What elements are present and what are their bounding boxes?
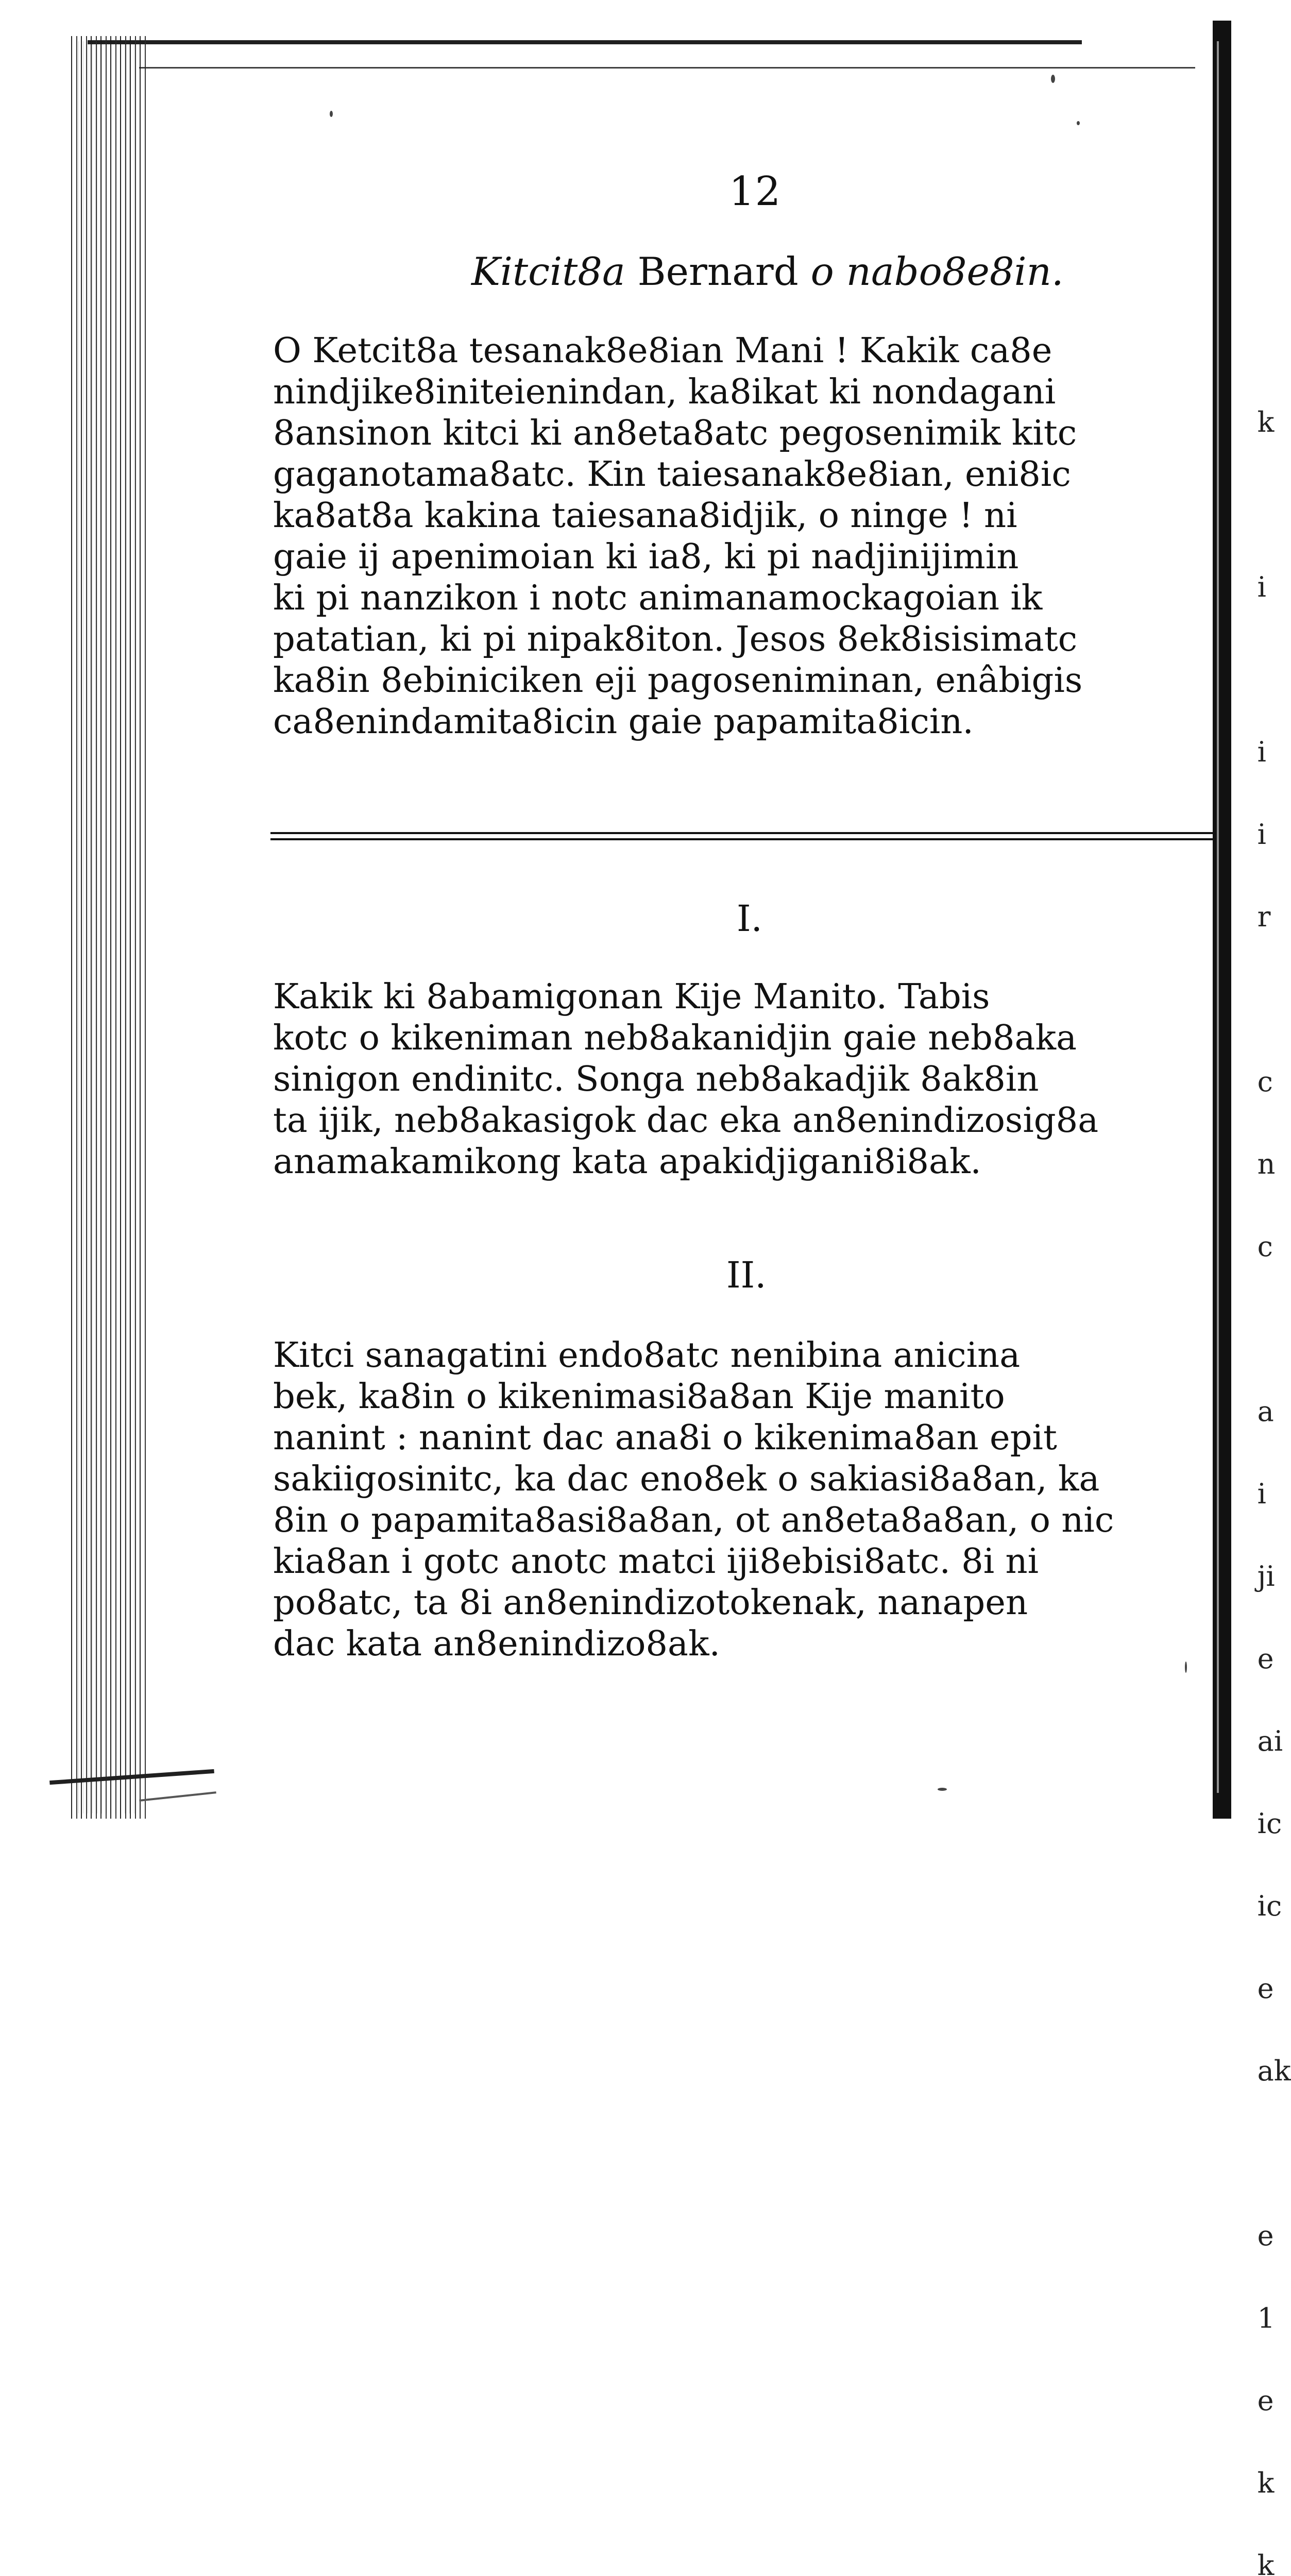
page-title [471,249,1064,294]
section-one-line: anamakamikong kata apakidjigani8i8ak. [273,1141,981,1181]
section-two-line: sakiigosinitc, ka dac eno8ek o sakiasi8a8an, ka [273,1459,1100,1499]
title-name: Bernard [625,249,811,294]
page-number: 12 [729,168,782,215]
left-binding-lines [78,41,135,1814]
edge-fragment: i [1257,571,1266,603]
section-two-line: 8in o papamita8asi8a8an, ot an8eta8a8an, o nic [273,1500,1114,1540]
section-two-line: Kitci sanagatini endo8atc nenibina anicina [273,1335,1021,1375]
edge-fragment: 1 [1257,2302,1276,2334]
prayer-line: ka8in 8ebiniciken eji pagoseniminan, enâbigis [273,660,1083,700]
prayer-line: nindjike8initeienindan, ka8ikat ki nondagani [273,371,1056,412]
bottom-left-smudge-small [139,1791,216,1802]
edge-fragment: k [1257,406,1275,438]
top-edge-mark [88,40,1082,44]
edge-fragment: e [1257,1642,1274,1675]
edge-fragment: ic [1257,1807,1282,1840]
edge-fragment: e [1257,2219,1274,2252]
edge-fragment: r [1257,901,1271,933]
title-space [834,249,846,294]
section-two-paragraph [273,1334,1218,1726]
edge-fragment: k [1257,2549,1275,2576]
section-divider [270,832,1213,840]
section-two-line: po8atc, ta 8i an8enindizotokenak, nanapen [273,1582,1028,1622]
section-one-line: ta ijik, neb8akasigok dac eka an8enindizosig8a [273,1100,1099,1140]
edge-fragment: ji [1257,1560,1275,1592]
edge-fragment: e [1257,1972,1274,2005]
edge-fragment: i [1257,818,1266,851]
edge-fragment: e [1257,2384,1274,2417]
scan-speck [1077,121,1080,125]
section-heading-two: II. [726,1254,767,1296]
section-one-paragraph [273,976,1218,1202]
section-two-line: nanint : nanint dac ana8i o kikenima8an epit [273,1417,1057,1458]
prayer-line: patatian, ki pi nipak8iton. Jesos 8ek8isisimatc [273,619,1078,659]
title-italic-subject: nabo8e8in. [846,249,1064,294]
edge-fragment: i [1257,1478,1266,1510]
edge-fragment: n [1257,1148,1276,1180]
right-edge-text-fragments [1222,361,1291,2576]
prayer-line: ki pi nanzikon i notc animanamockagoian ik [273,578,1043,618]
edge-fragment: i [1257,736,1266,768]
edge-fragment: ak [1257,2055,1291,2087]
title-italic-particle: o [810,249,834,294]
prayer-paragraph [273,330,1218,804]
section-two-line: dac kata an8enindizo8ak. [273,1623,720,1664]
prayer-line: ka8at8a kakina taiesana8idjik, o ninge ! ni [273,495,1017,535]
title-italic-name: Kitcit8a [471,249,625,294]
prayer-line: ca8enindamita8icin gaie papamita8icin. [273,701,974,741]
section-one-line: sinigon endinitc. Songa neb8akadjik 8ak8in [273,1059,1039,1099]
scan-speck [938,1788,947,1791]
edge-fragment: ai [1257,1725,1283,1757]
edge-fragment: c [1257,1230,1273,1263]
edge-fragment: k [1257,2467,1275,2499]
section-two-line: bek, ka8in o kikenimasi8a8an Kije manito [273,1376,1005,1416]
prayer-line: 8ansinon kitci ki an8eta8atc pegosenimik kitc [273,413,1077,453]
scan-speck [1051,75,1055,83]
section-two-line: kia8an i gotc anotc matci iji8ebisi8atc. 8i ni [273,1541,1039,1581]
prayer-line: gaganotama8atc. Kin taiesanak8e8ian, eni8ic [273,454,1071,494]
edge-fragment: ic [1257,1890,1282,1922]
section-one-line: Kakik ki 8abamigonan Kije Manito. Tabis [273,976,990,1016]
scan-speck [330,111,333,117]
prayer-line: gaie ij apenimoian ki ia8, ki pi nadjinijimin [273,536,1019,577]
edge-fragment: a [1257,1395,1274,1428]
prayer-line: O Ketcit8a tesanak8e8ian Mani ! Kakik ca8e [273,330,1052,370]
section-heading-one: I. [737,897,762,940]
section-one-line: kotc o kikeniman neb8akanidjin gaie neb8aka [273,1018,1077,1058]
top-thin-edge-mark [139,67,1195,69]
edge-fragment: c [1257,1065,1273,1098]
